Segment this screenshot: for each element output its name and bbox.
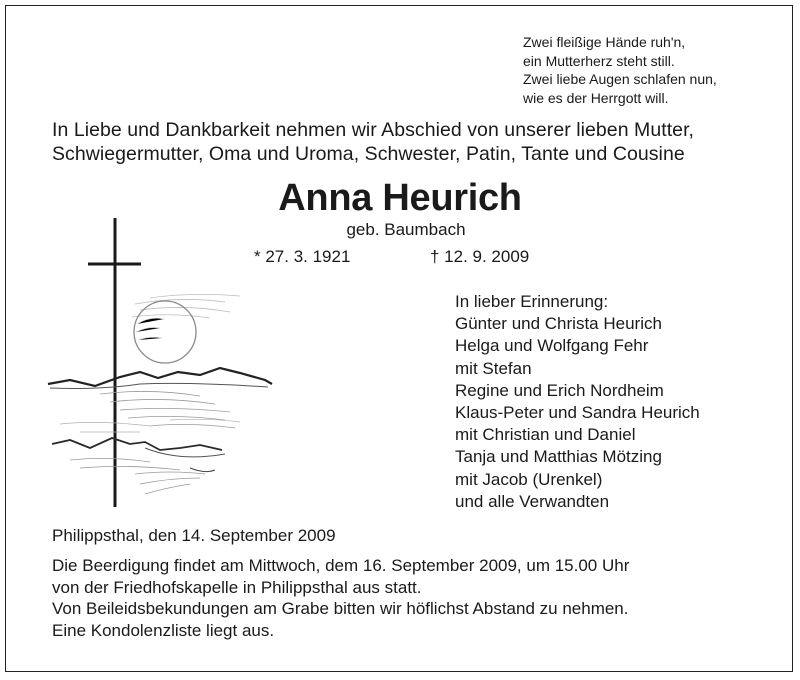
deceased-name: Anna Heurich bbox=[278, 177, 522, 219]
mourner-line: Günter und Christa Heurich bbox=[455, 314, 662, 334]
memory-heading: In lieber Erinnerung: bbox=[455, 292, 609, 311]
poem-line: Zwei liebe Augen schlafen nun, bbox=[523, 71, 717, 87]
mourner-line: Regine und Erich Nordheim bbox=[455, 380, 664, 400]
foreground-rock bbox=[190, 468, 215, 472]
funeral-line: von der Friedhofskapelle in Philippsthal aus statt. bbox=[52, 577, 422, 597]
sun-shading bbox=[136, 318, 164, 340]
mourner-line: Tanja und Matthias Mötzing bbox=[455, 447, 662, 467]
poem-line: wie es der Herrgott will. bbox=[523, 89, 669, 106]
intro-text bbox=[52, 119, 694, 166]
cross-landscape-icon bbox=[40, 212, 280, 517]
mourner-line: Helga und Wolfgang Fehr bbox=[455, 336, 649, 356]
near-ridge bbox=[52, 438, 222, 450]
poem bbox=[523, 33, 717, 107]
birth-date: * 27. 3. 1921 bbox=[254, 247, 351, 266]
cross-landscape-drawing bbox=[40, 212, 280, 512]
funeral-info bbox=[52, 555, 629, 641]
memory-list bbox=[455, 291, 700, 513]
poem-line: ein Mutterherz steht still. bbox=[523, 52, 675, 69]
intro-line: Schwiegermutter, Oma und Uroma, Schwester, Patin, Tante und Cousine bbox=[52, 142, 685, 165]
maiden-name: geb. Baumbach bbox=[346, 220, 466, 239]
mourner-line: mit Jacob (Urenkel) bbox=[455, 469, 603, 489]
funeral-line: Von Beileidsbekundungen am Grabe bitten wir höflichst Abstand zu nehmen. bbox=[52, 599, 629, 618]
sun bbox=[134, 301, 196, 363]
mourner-line: Klaus-Peter und Sandra Heurich bbox=[455, 403, 700, 423]
mourner-line: mit Stefan bbox=[455, 358, 532, 378]
foreground-hatching bbox=[70, 458, 205, 494]
hill-hatching bbox=[100, 391, 235, 428]
mourner-line: und alle Verwandten bbox=[455, 491, 610, 511]
poem-line: Zwei fleißige Hände ruh'n, bbox=[523, 34, 686, 50]
intro-line: In Liebe und Dankbarkeit nehmen wir Abschied von unserer lieben Mutter, bbox=[52, 119, 695, 141]
ridge-shadow bbox=[50, 383, 268, 388]
place-date: Philippsthal, den 14. September 2009 bbox=[52, 526, 336, 545]
death-date: † 12. 9. 2009 bbox=[430, 247, 530, 266]
mourner-line: mit Christian und Daniel bbox=[455, 425, 636, 445]
funeral-line: Die Beerdigung findet am Mittwoch, dem 16. September 2009, um 15.00 Uhr bbox=[52, 556, 630, 575]
funeral-line: Eine Kondolenzliste liegt aus. bbox=[52, 620, 275, 640]
